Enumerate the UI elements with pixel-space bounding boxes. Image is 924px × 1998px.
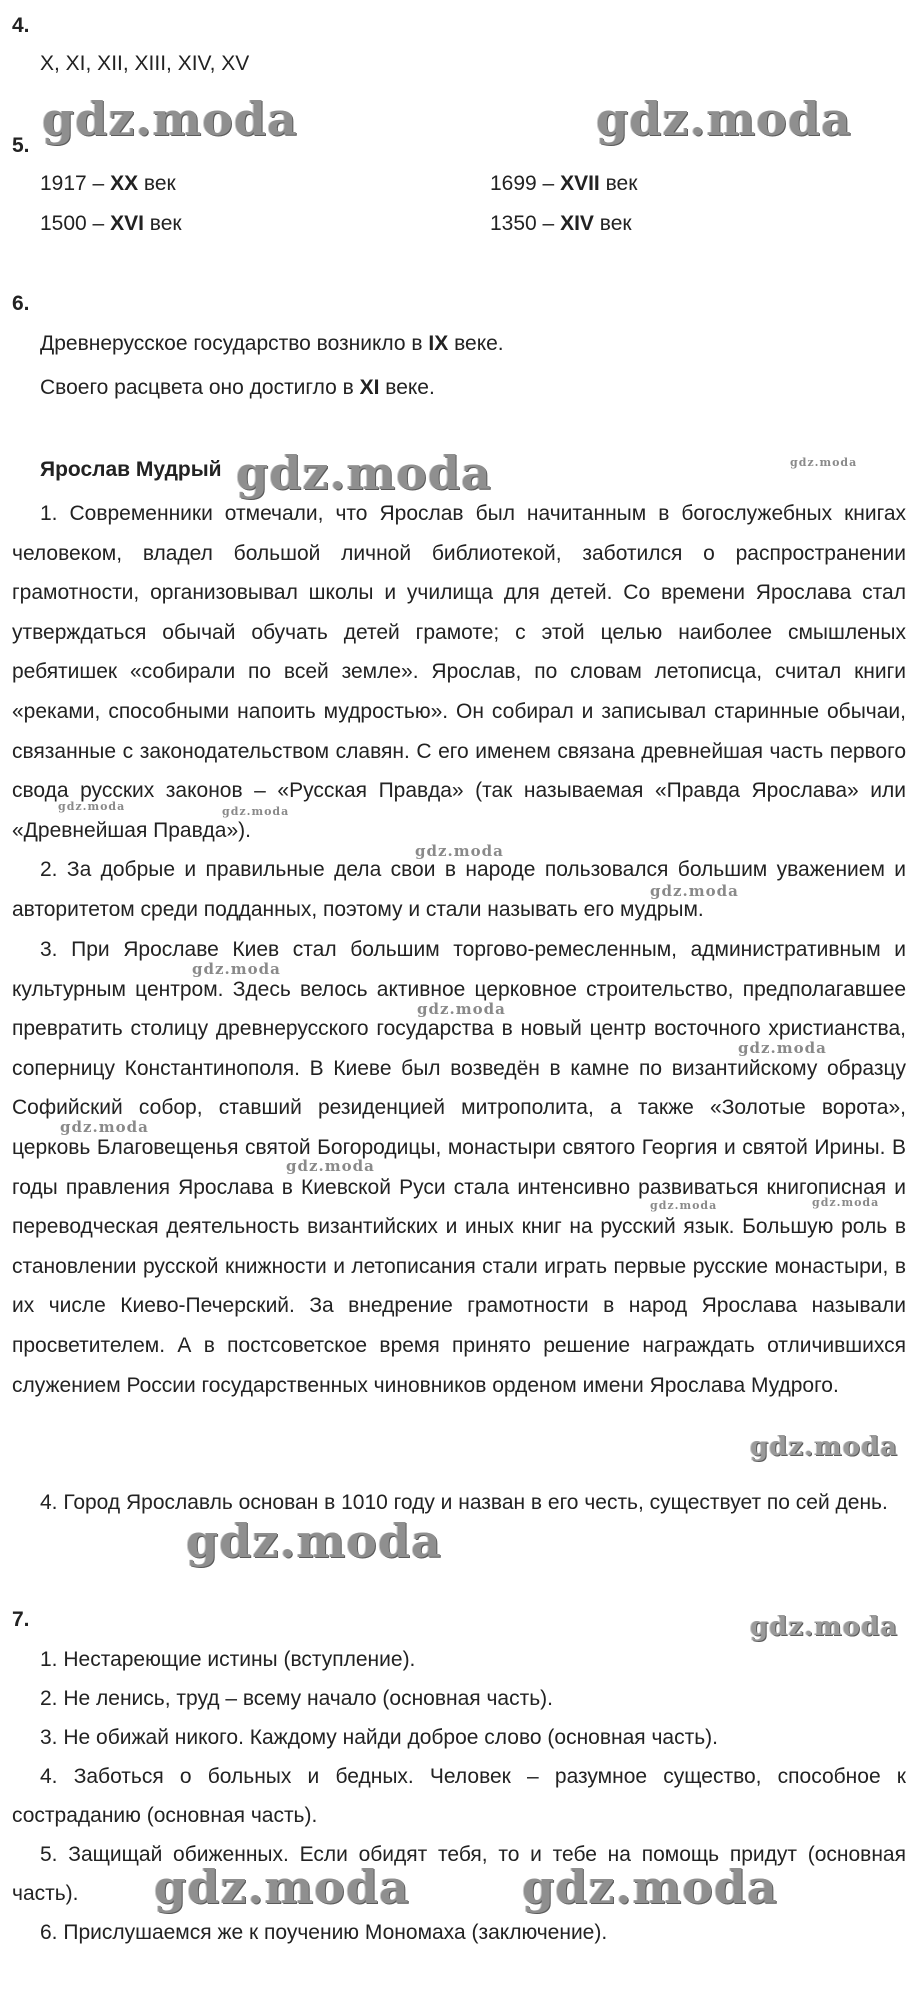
watermark: gdz.moda	[60, 1118, 149, 1136]
watermark: gdz.moda	[154, 1860, 410, 1914]
watermark: gdz.moda	[522, 1860, 778, 1914]
yaroslav-paragraph-2: 2. За добрые и правильные дела свои в народе пользовался большим уважением и авторитетом среди подданных, поэтому и стали называть его мудрым.	[12, 858, 906, 921]
task-7-number: 7.	[12, 1608, 30, 1631]
task-5-number: 5.	[12, 134, 30, 157]
watermark: gdz.moda	[790, 456, 858, 469]
task-7-list	[12, 1640, 906, 1952]
task-5-item-4: 1350 – XIV век	[490, 212, 632, 235]
yaroslav-paragraph-4: 4. Город Ярославль основан в 1010 году и назван в его честь, существует по сей день.	[40, 1491, 888, 1514]
watermark: gdz.moda	[236, 446, 492, 500]
task-4-answer: X, XI, XII, XIII, XIV, XV	[40, 52, 250, 75]
task-7-item: 6. Прислушаемся же к поучению Мономаха (заключение).	[40, 1921, 608, 1944]
watermark: gdz.moda	[596, 92, 852, 146]
task-7-item: 1. Нестареющие истины (вступление).	[40, 1648, 416, 1671]
task-5-item-1: 1917 – XX век	[40, 172, 176, 195]
watermark: gdz.moda	[650, 1199, 718, 1212]
watermark: gdz.moda	[222, 805, 290, 818]
watermark: gdz.moda	[186, 1514, 442, 1568]
watermark: gdz.moda	[650, 882, 739, 900]
section-title: Ярослав Мудрый	[40, 458, 222, 481]
watermark: gdz.moda	[750, 1432, 899, 1462]
task-6-line-2: Своего расцвета оно достигло в XI веке.	[40, 376, 435, 399]
task-7-item: 3. Не обижай никого. Каждому найди доброе слово (основная часть).	[40, 1726, 718, 1749]
task-7-item: 5. Защищай обиженных. Если обидят тебя, то и тебе на помощь придут (основная часть).	[12, 1843, 906, 1905]
yaroslav-paragraph-3: 3. При Ярославе Киев стал большим торгово-ремесленным, административным и культурным центром. Здесь велось активное церковное строительство, предполагавшее превратить столицу древнерусского государства в новый центр восточного христианства, соперницу Константинополя. В Киеве был возведён в камне по византийскому образцу Софийский собор, ставший резиденцией митрополита, а также «Золотые ворота», церковь Благовещенья святой Богородицы, монастыри святого Георгия и святой Ирины. В годы правления Ярослава в Киевской Руси стала интенсивно развиваться книгописная и переводческая деятельность византийских и иных книг на русский язык. Большую роль в становлении русской книжности и летописания стали играть первые русские монастыри, в их числе Киево-Печерский. За внедрение грамотности в народ Ярослава называли просветителем. А в постсоветское время принято решение награждать отличившихся служением России государственных чиновников орденом имени Ярослава Мудрого.	[12, 938, 906, 1397]
watermark: gdz.moda	[417, 1000, 506, 1018]
yaroslav-paragraph-1: 1. Современники отмечали, что Ярослав был начитанным в богослужебных книгах человеком, владел большой личной библиотекой, заботился о распространении грамотности, организовывал школы и училища для детей. Со времени Ярослава стал утверждаться обычай обучать детей грамоте; с этой целью наиболее смышленых ребятишек «собирали по всей земле». Ярослав, по словам летописца, считал книги «реками, способными напоить мудростью». Он собирал и записывал старинные обычаи, связанные с законодательством славян. С его именем связана древнейшая часть первого свода русских законов – «Русская Правда» (так называемая «Правда Ярослава» или «Древнейшая Правда»).	[12, 502, 906, 842]
task-7-item: 4. Заботься о больных и бедных. Человек – разумное существо, способное к состраданию (основная часть).	[12, 1765, 906, 1827]
watermark: gdz.moda	[738, 1039, 827, 1057]
task-7-item: 2. Не ленись, труд – всему начало (основная часть).	[40, 1687, 554, 1710]
task-6-line-1: Древнерусское государство возникло в IX веке.	[40, 332, 504, 355]
task-4-number: 4.	[12, 14, 30, 37]
watermark: gdz.moda	[42, 92, 298, 146]
watermark: gdz.moda	[286, 1157, 375, 1175]
task-6-number: 6.	[12, 292, 30, 315]
watermark: gdz.moda	[415, 842, 504, 860]
watermark: gdz.moda	[192, 960, 281, 978]
task-5-item-3: 1500 – XVI век	[40, 212, 182, 235]
watermark: gdz.moda	[58, 800, 126, 813]
watermark: gdz.moda	[750, 1612, 899, 1642]
watermark: gdz.moda	[812, 1196, 880, 1209]
task-5-item-2: 1699 – XVII век	[490, 172, 638, 195]
